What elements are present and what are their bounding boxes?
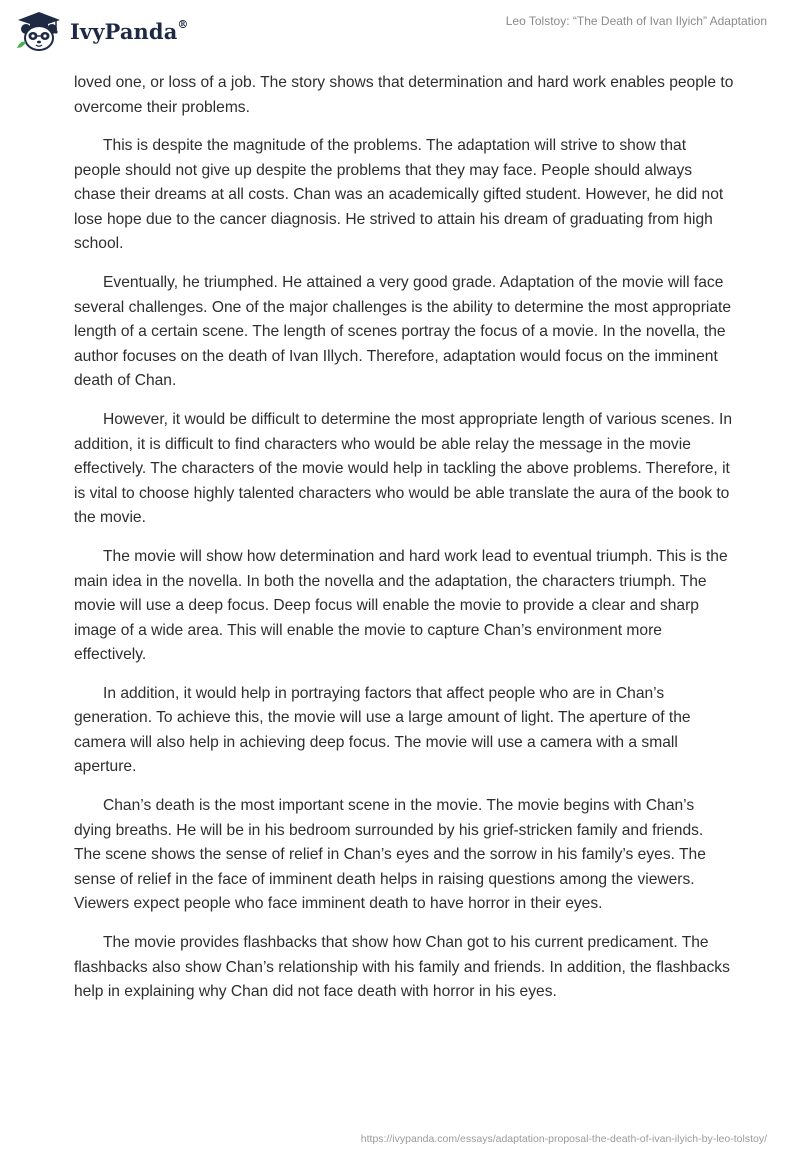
page-header [0,0,800,62]
paragraph: The movie provides flashbacks that show how Chan got to his current predicament. The flashbacks also show Chan’s relationship with his family and friends. In addition, the flashbacks help in explaining why Chan did not face death with horror in his eyes. [74,934,730,1001]
paragraph: However, it would be difficult to determine the most appropriate length of various scenes. In addition, it is difficult to find characters who would be able relay the message in the movie effectively. The characters of the movie would help in tackling the above problems. Therefore, it is vital to choose highly talented characters who would be able translate the aura of the book to the movie. [74,411,733,527]
document-title: Leo Tolstoy: “The Death of Ivan Ilyich” Adaptation [505,14,767,28]
source-url[interactable]: https://ivypanda.com/essays/adaptation-proposal-the-death-of-ivan-ilyich-by-leo-tolstoy/ [360,1133,767,1145]
panda-mascot-icon [14,10,64,52]
essay-body [74,71,734,1019]
paragraph: This is despite the magnitude of the problems. The adaptation will strive to show that people should not give up despite the problems that they may face. People should always chase their dreams at all costs. Chan was an academically gifted student. However, he did not lose hope due to the cancer diagnosis. He strived to attain his dream of graduating from high school. [74,137,724,253]
ivypanda-logo[interactable] [14,10,189,52]
paragraph: In addition, it would help in portraying factors that affect people who are in Chan’s generation. To achieve this, the movie will use a large amount of light. The aperture of the camera will also help in achieving deep focus. The movie will use a camera with a small aperture. [74,684,691,776]
brand-name: IvyPanda® [70,17,189,44]
paragraph: Chan’s death is the most important scene in the movie. The movie begins with Chan’s dying breaths. He will be in his bedroom surrounded by his grief-stricken family and friends. The scene shows the sense of relief in Chan’s eyes and the sorrow in his family’s eyes. The sense of relief in the face of imminent death helps in raising questions among the viewers. Viewers expect people who face imminent death to have horror in their eyes. [74,797,706,913]
paragraph: Eventually, he triumphed. He attained a very good grade. Adaptation of the movie will face several challenges. One of the major challenges is the ability to determine the most appropriate length of a certain scene. The length of scenes portray the focus of a movie. In the novella, the author focuses on the death of Ivan Illych. Therefore, adaptation would focus on the imminent death of Chan. [74,274,732,390]
paragraph: loved one, or loss of a job. The story shows that determination and hard work enables people to overcome their problems. [74,74,734,116]
paragraph: The movie will show how determination and hard work lead to eventual triumph. This is the main idea in the novella. In both the novella and the adaptation, the characters triumph. The movie will use a deep focus. Deep focus will enable the movie to provide a clear and sharp image of a wide area. This will enable the movie to capture Chan’s environment more effectively. [74,548,728,664]
